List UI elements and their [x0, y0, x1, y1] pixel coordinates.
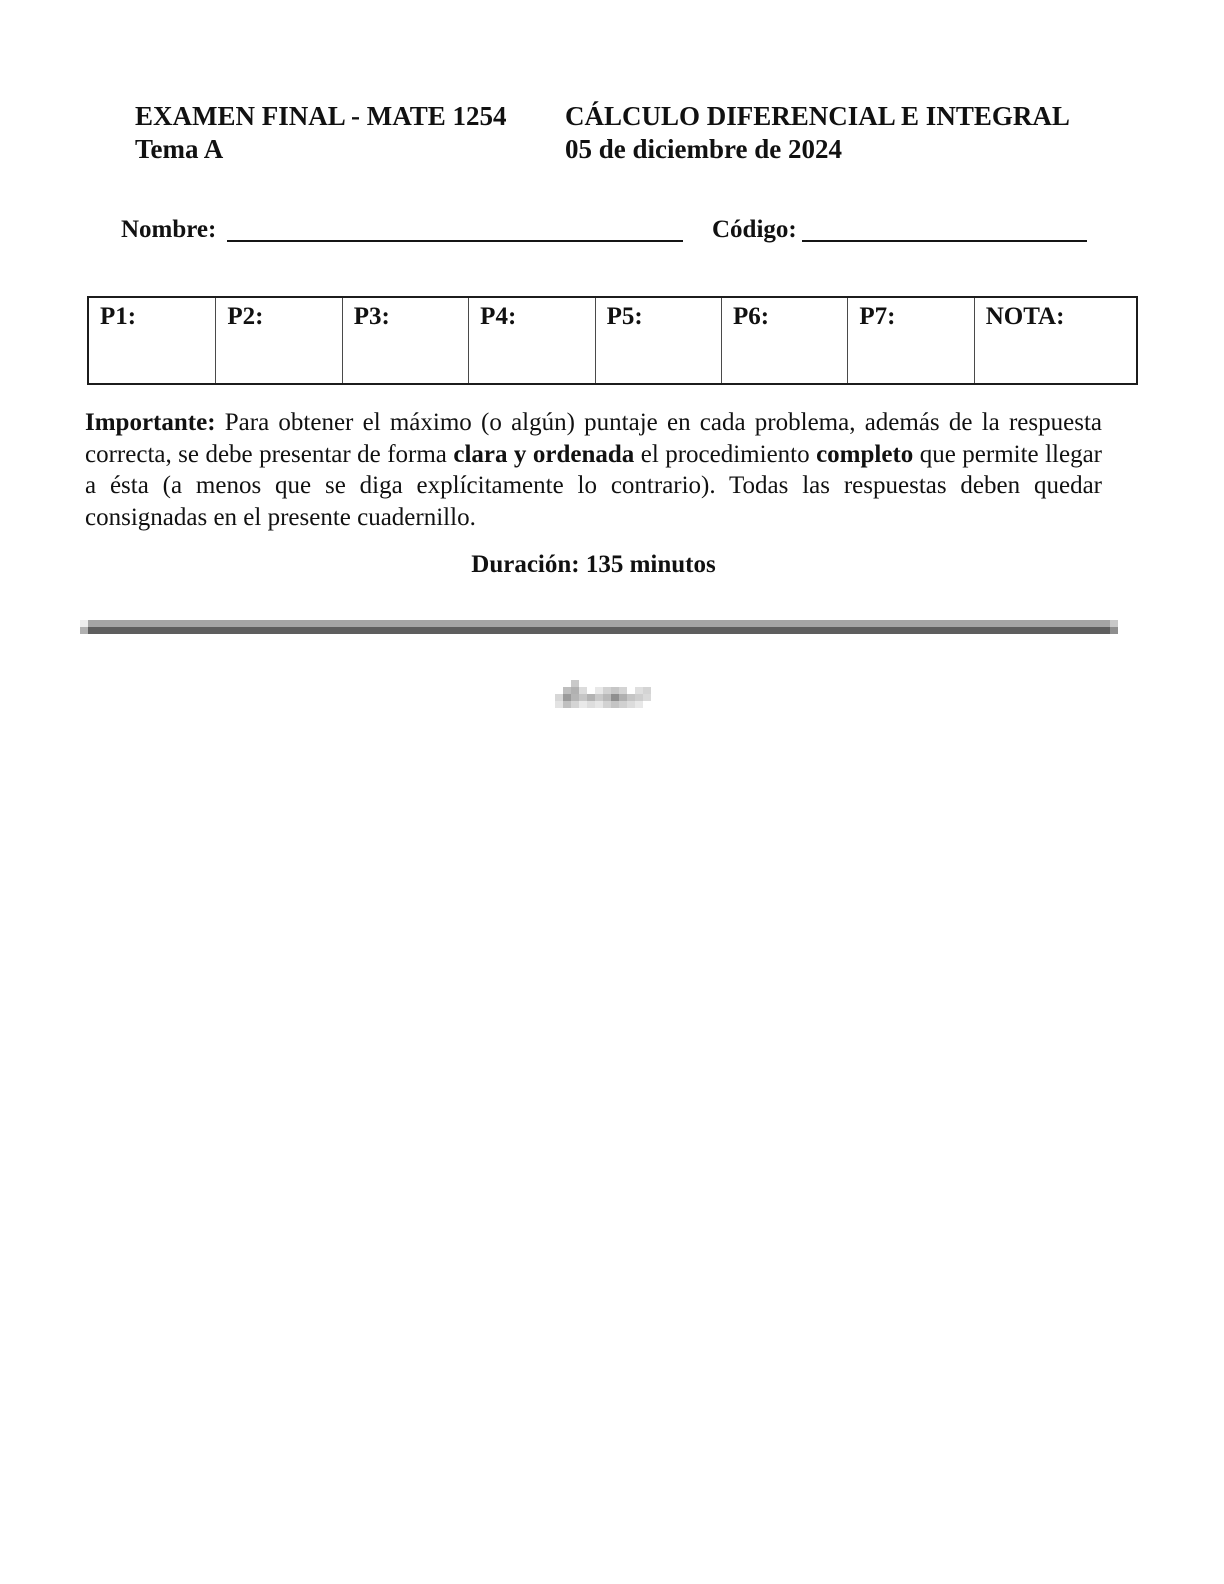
duration-line: Duración: 135 minutos	[471, 551, 716, 578]
mosaic-cell	[555, 701, 563, 708]
mosaic-cell	[611, 701, 619, 708]
mosaic-cell	[611, 680, 619, 687]
divider-right-cap-top	[1110, 620, 1118, 627]
score-cell-label: P2:	[227, 303, 264, 330]
score-cell-nota	[974, 298, 1136, 383]
mosaic-cell	[595, 694, 603, 701]
name-fill-line	[227, 240, 683, 242]
divider-right-cap-bottom	[1110, 627, 1118, 634]
section-divider-bar	[80, 620, 1118, 634]
score-cell-label: P7:	[859, 303, 896, 330]
score-cell-p6	[721, 298, 847, 383]
mosaic-cell	[619, 680, 627, 687]
divider-right-cap	[1110, 620, 1118, 634]
score-cell-label: P1:	[100, 303, 137, 330]
mosaic-cell	[571, 701, 579, 708]
code-label: Código:	[712, 216, 797, 243]
mosaic-cell	[587, 680, 595, 687]
mosaic-cell	[603, 680, 611, 687]
mosaic-cell	[635, 694, 643, 701]
mosaic-cell	[555, 680, 563, 687]
mosaic-cell	[579, 701, 587, 708]
exam-topic: Tema A	[135, 134, 224, 164]
mosaic-cell	[611, 687, 619, 694]
instructions-paragraph	[85, 407, 1102, 533]
mosaic-cell	[603, 701, 611, 708]
mosaic-cell	[571, 694, 579, 701]
course-title: CÁLCULO DIFERENCIAL E INTEGRAL	[565, 101, 1070, 131]
mosaic-cell	[627, 680, 635, 687]
mosaic-cell	[579, 694, 587, 701]
mosaic-cell	[643, 680, 651, 687]
mosaic-cell	[643, 694, 651, 701]
exam-title: EXAMEN FINAL - MATE 1254	[135, 101, 507, 131]
mosaic-cell	[555, 694, 563, 701]
score-cell-label: P3:	[353, 303, 390, 330]
mosaic-cell	[619, 701, 627, 708]
score-cell-p2	[215, 298, 341, 383]
mosaic-row	[555, 680, 651, 687]
mosaic-cell	[571, 687, 579, 694]
mosaic-cell	[587, 701, 595, 708]
mosaic-cell	[595, 701, 603, 708]
score-cell-label: P4:	[480, 303, 517, 330]
mosaic-cell	[635, 687, 643, 694]
mosaic-cell	[643, 687, 651, 694]
divider-middle-bottom	[88, 627, 1110, 634]
code-fill-line	[802, 240, 1087, 242]
mosaic-cell	[611, 694, 619, 701]
instructions-text: Para obtener el máximo (o algún) puntaje en cada problema, además de la respuesta correcta, se debe presentar de forma	[85, 409, 1102, 468]
header-left-column	[135, 100, 507, 166]
mosaic-cell	[563, 680, 571, 687]
mosaic-cell	[627, 687, 635, 694]
mosaic-cell	[627, 694, 635, 701]
mosaic-cell	[579, 680, 587, 687]
mosaic-cell	[579, 687, 587, 694]
mosaic-cell	[555, 687, 563, 694]
header-right-column	[565, 100, 1070, 166]
mosaic-cell	[643, 701, 651, 708]
score-cell-p5	[595, 298, 721, 383]
mosaic-row	[555, 687, 651, 694]
mosaic-cell	[627, 701, 635, 708]
mosaic-cell	[635, 680, 643, 687]
divider-left-cap	[80, 620, 88, 634]
instructions-important-label: Importante:	[85, 409, 216, 436]
score-table	[87, 296, 1138, 385]
divider-middle	[88, 620, 1110, 634]
score-cell-p3	[342, 298, 468, 383]
mosaic-row	[555, 694, 651, 701]
score-cell-label: P6:	[732, 303, 770, 330]
mosaic-cell	[563, 701, 571, 708]
mosaic-row	[555, 701, 651, 708]
mosaic-cell	[619, 687, 627, 694]
mosaic-cell	[587, 687, 595, 694]
instructions-bold-clara: clara y ordenada	[453, 440, 635, 468]
mosaic-cell	[603, 687, 611, 694]
mosaic-cell	[595, 680, 603, 687]
mosaic-cell	[587, 694, 595, 701]
score-cell-p1	[89, 298, 215, 383]
mosaic-cell	[635, 701, 643, 708]
instructions-text: que permite llegar a ésta (a menos que se diga explícitamente lo contrario). Todas las respuestas deben quedar consignadas en el presente cuadernillo.	[85, 440, 1102, 531]
exam-date: 05 de diciembre de 2024	[565, 134, 842, 164]
mosaic-cell	[563, 687, 571, 694]
instructions-text: el procedimiento	[634, 440, 817, 468]
mosaic-cell	[595, 687, 603, 694]
score-cell-label: P5:	[606, 303, 643, 330]
divider-left-cap-top	[80, 620, 88, 627]
divider-left-cap-bottom	[80, 627, 88, 634]
mosaic-cell	[619, 694, 627, 701]
score-cell-p7	[847, 298, 973, 383]
mosaic-cell	[603, 694, 611, 701]
mosaic-cell	[571, 680, 579, 687]
score-cell-label: NOTA:	[985, 303, 1065, 330]
divider-middle-top	[88, 620, 1110, 627]
mosaic-cell	[563, 694, 571, 701]
instructions-bold-completo: completo	[816, 440, 914, 468]
name-label: Nombre:	[121, 216, 217, 243]
pixelated-redacted-mark	[555, 680, 651, 708]
score-cell-p4	[468, 298, 594, 383]
